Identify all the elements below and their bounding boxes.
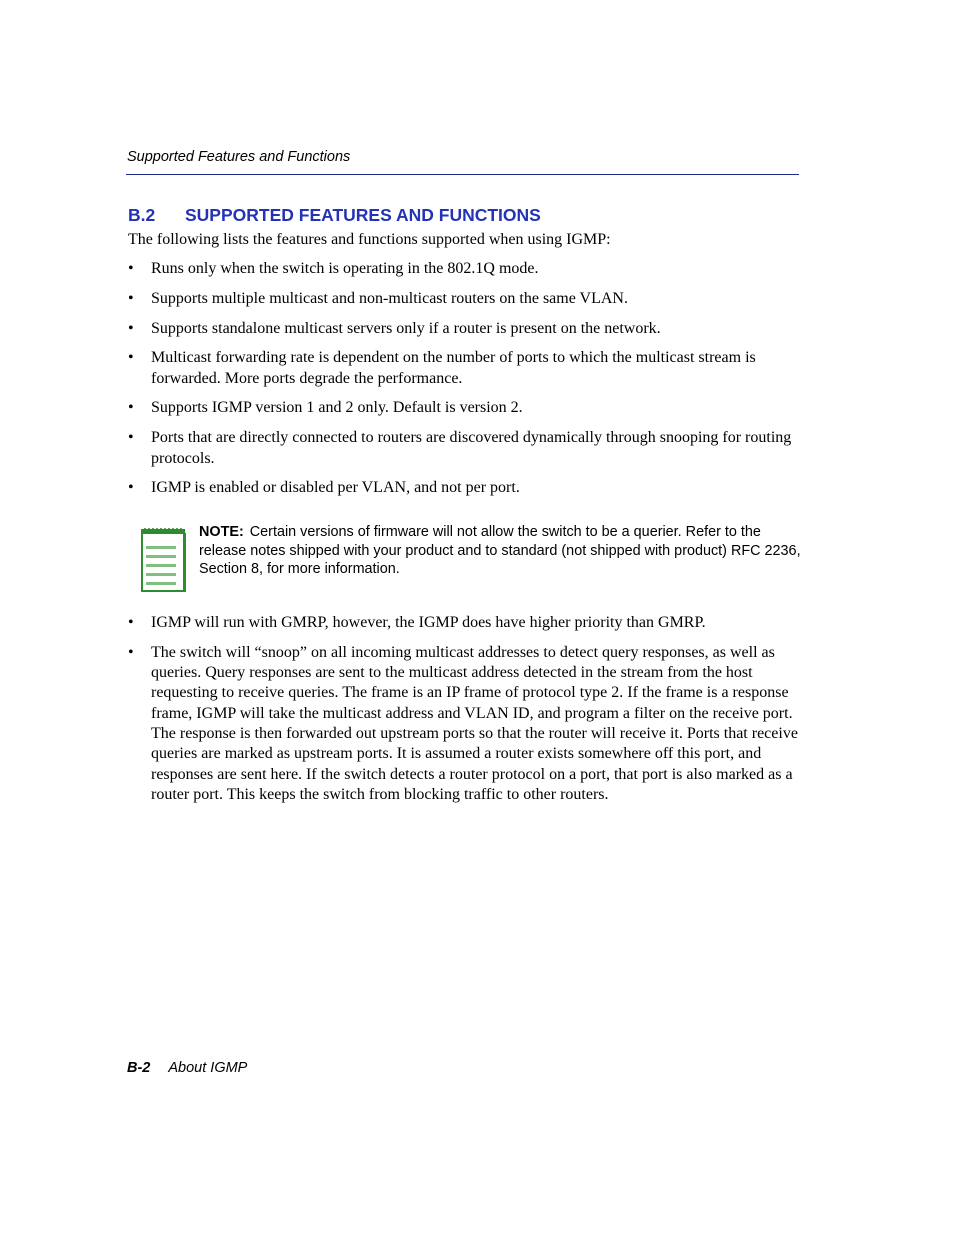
bullet-icon: • <box>128 319 134 337</box>
header-rule <box>126 174 799 175</box>
bullet-icon: • <box>128 614 134 631</box>
section-title: SUPPORTED FEATURES AND FUNCTIONS <box>185 205 541 225</box>
feature-list-continued <box>128 613 808 815</box>
list-item: • Supports multiple multicast and non-multicast routers on the same VLAN. <box>128 289 808 309</box>
bullet-icon: • <box>128 479 134 497</box>
bullet-icon: • <box>128 260 134 277</box>
list-item: • Supports IGMP version 1 and 2 only. Default is version 2. <box>128 398 808 418</box>
running-header: Supported Features and Functions <box>127 149 351 165</box>
list-item: • The switch will “snoop” on all incoming multicast addresses to detect query responses, as well as queries. Query responses are sent to the multicast address detected in the stream from the host requesting to receive queries. The frame is an IP frame of protocol type 2. If the frame is a response frame, IGMP will take the multicast address and VLAN ID, and program a filter on the receive port. The response is then forwarded out upstream ports so that the router will receive it. Ports that receive queries are marked as upstream ports. It is assumed a router exists somewhere off this port, and responses are sent here. If the switch detects a router protocol on a port, that port is also marked as a router port. This keeps the switch from blocking traffic to other routers. <box>128 643 798 803</box>
chapter-title: About IGMP <box>168 1060 248 1076</box>
bullet-icon: • <box>128 643 134 661</box>
list-item: • Runs only when the switch is operating in the 802.1Q mode. <box>128 259 808 279</box>
list-item: • Supports standalone multicast servers only if a router is present on the network. <box>128 319 808 339</box>
bullet-icon: • <box>128 429 134 447</box>
bullet-icon: • <box>128 399 134 417</box>
list-item: • IGMP will run with GMRP, however, the IGMP does have higher priority than GMRP. <box>128 613 808 633</box>
note-box <box>199 523 804 579</box>
page-footer <box>127 1060 247 1076</box>
bullet-icon: • <box>128 289 134 307</box>
list-item: • IGMP is enabled or disabled per VLAN, and not per port. <box>128 478 808 498</box>
page-number: B-2 <box>127 1060 151 1076</box>
section-number: B.2 <box>128 205 156 225</box>
list-item: • Ports that are directly connected to routers are discovered dynamically through snooping for routing protocols. <box>128 429 792 467</box>
feature-list <box>128 259 808 508</box>
notepad-icon <box>141 527 187 593</box>
note-label: NOTE: <box>199 524 244 540</box>
note-body: Certain versions of firmware will not allow the switch to be a querier. Refer to the release notes shipped with your product and to standard (not shipped with product) RFC 2236, Section 8, for more information. <box>199 524 801 577</box>
bullet-icon: • <box>128 349 134 367</box>
list-item: • Multicast forwarding rate is dependent on the number of ports to which the multicast stream is forwarded. More ports degrade the performance. <box>128 349 756 387</box>
intro-paragraph: The following lists the features and functions supported when using IGMP: <box>128 231 611 248</box>
section-heading <box>128 205 541 226</box>
